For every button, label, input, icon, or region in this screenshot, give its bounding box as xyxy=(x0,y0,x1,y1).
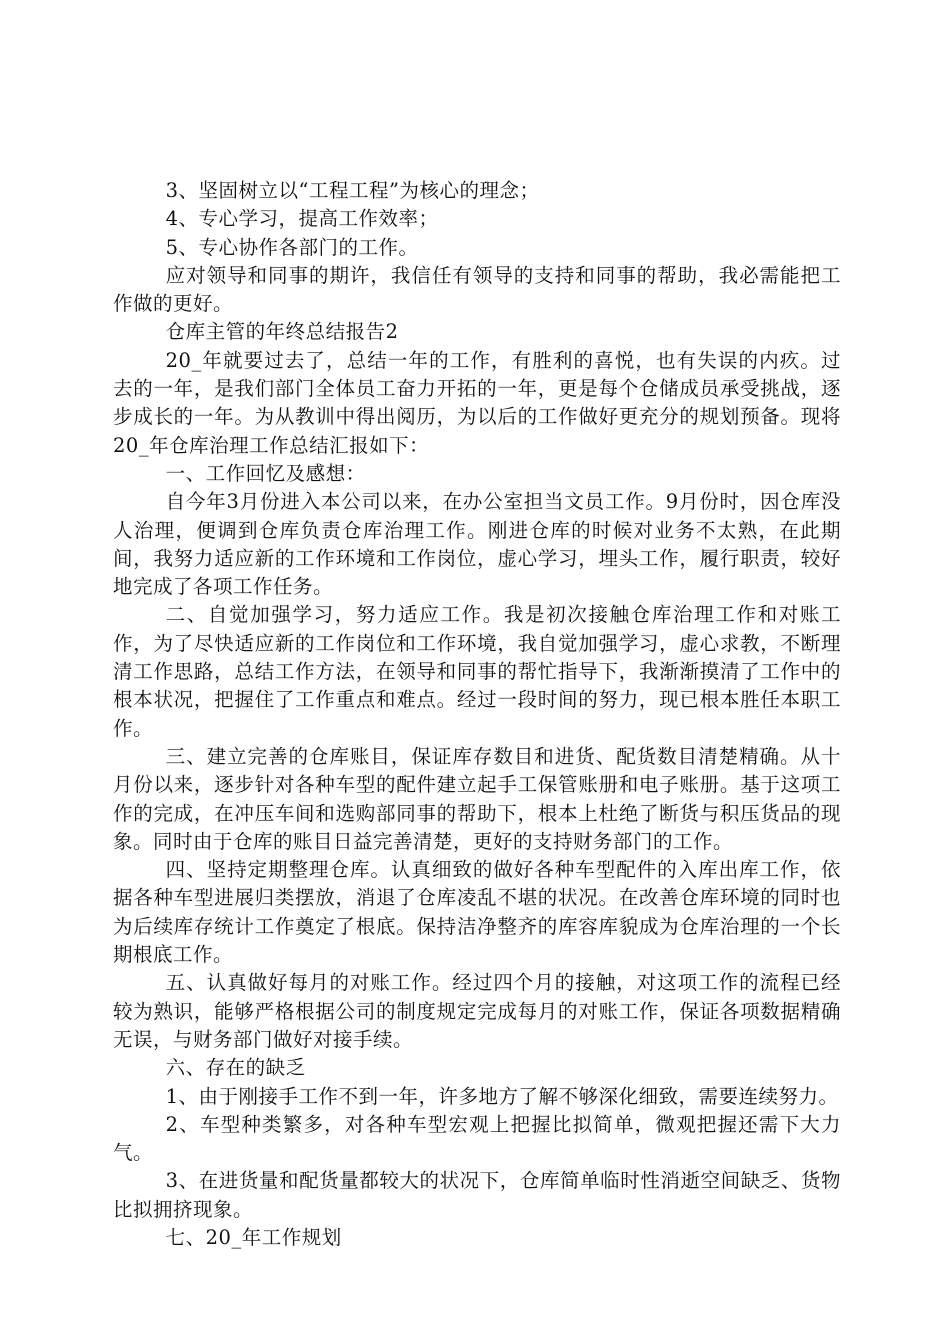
intro-paragraph: 20_年就要过去了，总结一年的工作，有胜利的喜悦，也有失误的内疚。过去的一年，是我们部门全体员工奋力开拓的一年，更是每个仓储成员承受挑战，逐步成长的一年。为从教训中得出阅历，为以后的工作做好更充分的规划预备。现将20_年仓库治理工作总结汇报如下： xyxy=(113,348,841,457)
list-item: 3、在进货量和配货量都较大的状况下，仓库简单临时性消逝空间缺乏、货物比拟拥挤现象。 xyxy=(113,1169,841,1221)
body-paragraph: 四、坚持定期整理仓库。认真细致的做好各种车型配件的入库出库工作，依据各种车型进展归类摆放，消退了仓库凌乱不堪的状况。在改善仓库环境的同时也为后续库存统计工作奠定了根底。保持洁净整齐的库容库貌成为仓库治理的一个长期根底工作。 xyxy=(113,858,841,967)
heading-shortcomings: 六、存在的缺乏 xyxy=(165,1056,306,1080)
body-paragraph: 二、自觉加强学习，努力适应工作。我是初次接触仓库治理工作和对账工作，为了尽快适应新的工作岗位和工作环境，我自觉加强学习，虚心求教，不断理清工作思路，总结工作方法，在领导和同事的帮忙指导下，我渐渐摸清了工作中的根本状况，把握住了工作重点和难点。经过一段时间的努力，现已根本胜任本职工作。 xyxy=(113,603,841,740)
list-item-4: 4、专心学习，提高工作效率； xyxy=(165,207,439,231)
list-item-3: 3、坚固树立以“工程工程”为核心的理念； xyxy=(165,179,540,202)
body-paragraph: 三、建立完善的仓库账目，保证库存数目和进货、配货数目清楚精确。从十月份以来，逐步针对各种车型的配件建立起手工保管账册和电子账册。基于这项工作的完成，在冲压车间和选购部同事的帮助下，根本上杜绝了断货与积压货品的现象。同时由于仓库的账目日益完善清楚，更好的支持财务部门的工作。 xyxy=(113,744,841,853)
list-item: 2、车型种类繁多，对各种车型宏观上把握比拟简单，微观把握还需下大力气。 xyxy=(113,1112,841,1165)
list-item: 1、由于刚接手工作不到一年，许多地方了解不够深化细致，需要连续努力。 xyxy=(165,1084,839,1108)
closing-paragraph: 应对领导和同事的期许，我信任有领导的支持和同事的帮助，我必需能把工作做的更好。 xyxy=(113,263,841,316)
heading-review: 一、工作回忆及感想： xyxy=(165,461,366,485)
body-paragraph: 自今年3月份进入本公司以来，在办公室担当文员工作。9月份时，因仓库没人治理，便调到仓库负责仓库治理工作。刚进仓库的时候对业务不太熟，在此期间，我努力适应新的工作环境和工作岗位，虚心学习，埋头工作，履行职责，较好地完成了各项工作任务。 xyxy=(113,490,841,599)
heading-plan: 七、20_年工作规划 xyxy=(165,1225,342,1249)
section-title: 仓库主管的年终总结报告2 xyxy=(165,320,399,344)
document-body xyxy=(113,177,841,1252)
body-paragraph: 五、认真做好每月的对账工作。经过四个月的接触，对这项工作的流程已经较为熟识，能够严格根据公司的制度规定完成每月的对账工作，保证各项数据精确无误，与财务部门做好对接手续。 xyxy=(113,971,841,1051)
list-item-5: 5、专心协作各部门的工作。 xyxy=(165,235,419,259)
